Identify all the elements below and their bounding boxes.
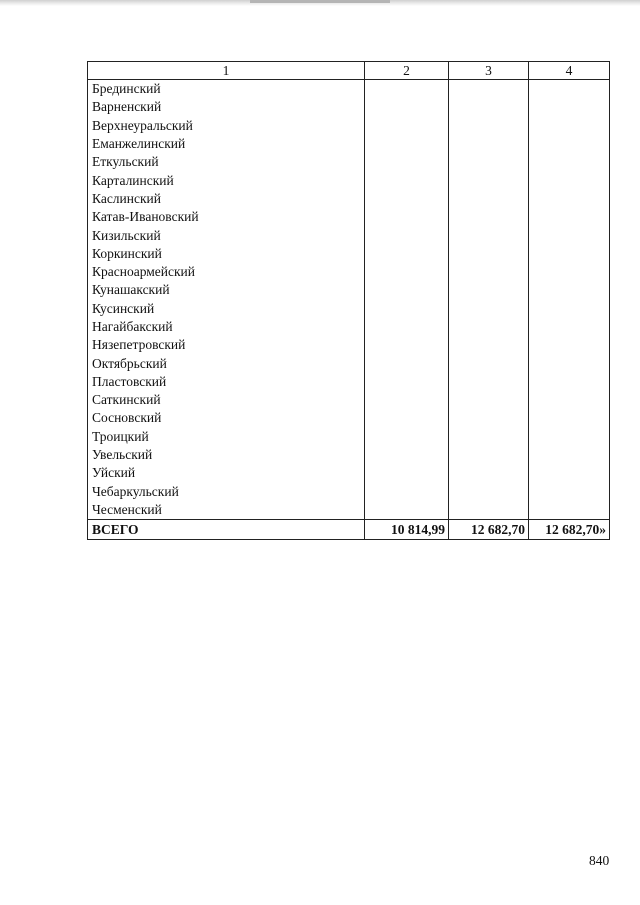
value-cell-col-3 <box>449 281 529 299</box>
district-name: Сосновский <box>88 409 365 427</box>
page-number: 840 <box>589 853 610 868</box>
value-cell-col-2 <box>365 373 449 391</box>
value-cell-col-2 <box>365 208 449 226</box>
value-cell-col-2 <box>365 354 449 372</box>
table-row <box>88 190 610 208</box>
table-row <box>88 80 610 99</box>
value-cell-col-2 <box>365 190 449 208</box>
value-cell-col-3 <box>449 483 529 501</box>
total-col-2: 10 814,99 <box>365 520 449 540</box>
value-cell-col-4 <box>529 446 610 464</box>
value-cell-col-2 <box>365 446 449 464</box>
total-col-4: 12 682,70» <box>529 520 610 540</box>
value-cell-col-2 <box>365 391 449 409</box>
table-row <box>88 464 610 482</box>
table-row <box>88 98 610 116</box>
value-cell-col-4 <box>529 428 610 446</box>
table-row <box>88 153 610 171</box>
value-cell-col-3 <box>449 245 529 263</box>
value-cell-col-2 <box>365 245 449 263</box>
table-row <box>88 318 610 336</box>
table-row <box>88 135 610 153</box>
district-name: Кунашакский <box>88 281 365 299</box>
value-cell-col-4 <box>529 300 610 318</box>
value-cell-col-3 <box>449 190 529 208</box>
table-row <box>88 409 610 427</box>
district-name: Октябрьский <box>88 354 365 372</box>
district-name: Еткульский <box>88 153 365 171</box>
value-cell-col-3 <box>449 171 529 189</box>
value-cell-col-3 <box>449 117 529 135</box>
value-cell-col-4 <box>529 281 610 299</box>
value-cell-col-2 <box>365 171 449 189</box>
value-cell-col-2 <box>365 483 449 501</box>
district-name: Пластовский <box>88 373 365 391</box>
value-cell-col-4 <box>529 208 610 226</box>
value-cell-col-3 <box>449 98 529 116</box>
table-row <box>88 263 610 281</box>
district-name: Катав-Ивановский <box>88 208 365 226</box>
value-cell-col-4 <box>529 409 610 427</box>
value-cell-col-4 <box>529 245 610 263</box>
table-row <box>88 373 610 391</box>
value-cell-col-4 <box>529 117 610 135</box>
district-name: Увельский <box>88 446 365 464</box>
district-name: Карталинский <box>88 171 365 189</box>
table-row <box>88 171 610 189</box>
value-cell-col-3 <box>449 373 529 391</box>
district-name: Каслинский <box>88 190 365 208</box>
district-name: Уйский <box>88 464 365 482</box>
table-row <box>88 226 610 244</box>
district-name: Брединский <box>88 80 365 99</box>
value-cell-col-2 <box>365 263 449 281</box>
district-name: Красноармейский <box>88 263 365 281</box>
value-cell-col-3 <box>449 428 529 446</box>
value-cell-col-3 <box>449 300 529 318</box>
value-cell-col-4 <box>529 318 610 336</box>
value-cell-col-4 <box>529 336 610 354</box>
value-cell-col-2 <box>365 409 449 427</box>
value-cell-col-4 <box>529 391 610 409</box>
table-row <box>88 446 610 464</box>
value-cell-col-3 <box>449 153 529 171</box>
district-name: Еманжелинский <box>88 135 365 153</box>
value-cell-col-3 <box>449 208 529 226</box>
district-name: Нязепетровский <box>88 336 365 354</box>
header-col-4: 4 <box>529 62 610 80</box>
value-cell-col-2 <box>365 464 449 482</box>
value-cell-col-4 <box>529 263 610 281</box>
value-cell-col-4 <box>529 373 610 391</box>
value-cell-col-2 <box>365 226 449 244</box>
table-row <box>88 483 610 501</box>
district-name: Троицкий <box>88 428 365 446</box>
table-row <box>88 300 610 318</box>
table-row <box>88 208 610 226</box>
total-row <box>88 520 610 540</box>
scan-edge-shadow <box>0 0 640 6</box>
district-name: Кусинский <box>88 300 365 318</box>
value-cell-col-4 <box>529 98 610 116</box>
table-row <box>88 428 610 446</box>
district-name: Чесменский <box>88 501 365 520</box>
value-cell-col-2 <box>365 80 449 99</box>
value-cell-col-3 <box>449 409 529 427</box>
district-table <box>87 61 610 540</box>
table-row <box>88 391 610 409</box>
district-name: Саткинский <box>88 391 365 409</box>
table-row <box>88 501 610 520</box>
district-name: Верхнеуральский <box>88 117 365 135</box>
scan-edge-dark-band <box>250 0 390 3</box>
value-cell-col-4 <box>529 80 610 99</box>
value-cell-col-2 <box>365 153 449 171</box>
table-header-row <box>88 62 610 80</box>
district-name: Варненский <box>88 98 365 116</box>
total-label: ВСЕГО <box>88 520 365 540</box>
value-cell-col-3 <box>449 336 529 354</box>
value-cell-col-4 <box>529 171 610 189</box>
value-cell-col-2 <box>365 336 449 354</box>
value-cell-col-4 <box>529 135 610 153</box>
header-col-2: 2 <box>365 62 449 80</box>
table-row <box>88 336 610 354</box>
value-cell-col-4 <box>529 483 610 501</box>
district-name: Кизильский <box>88 226 365 244</box>
value-cell-col-2 <box>365 117 449 135</box>
value-cell-col-4 <box>529 226 610 244</box>
value-cell-col-2 <box>365 318 449 336</box>
value-cell-col-4 <box>529 464 610 482</box>
value-cell-col-3 <box>449 354 529 372</box>
value-cell-col-2 <box>365 501 449 520</box>
value-cell-col-3 <box>449 501 529 520</box>
total-col-3: 12 682,70 <box>449 520 529 540</box>
district-name: Чебаркульский <box>88 483 365 501</box>
table-row <box>88 354 610 372</box>
header-col-1: 1 <box>88 62 365 80</box>
value-cell-col-2 <box>365 135 449 153</box>
district-name: Нагайбакский <box>88 318 365 336</box>
table-row <box>88 281 610 299</box>
value-cell-col-3 <box>449 226 529 244</box>
value-cell-col-2 <box>365 300 449 318</box>
table-row <box>88 245 610 263</box>
value-cell-col-3 <box>449 135 529 153</box>
value-cell-col-3 <box>449 391 529 409</box>
district-name: Коркинский <box>88 245 365 263</box>
value-cell-col-2 <box>365 428 449 446</box>
value-cell-col-4 <box>529 190 610 208</box>
value-cell-col-2 <box>365 281 449 299</box>
value-cell-col-4 <box>529 354 610 372</box>
value-cell-col-3 <box>449 263 529 281</box>
value-cell-col-3 <box>449 318 529 336</box>
value-cell-col-4 <box>529 153 610 171</box>
table-row <box>88 117 610 135</box>
value-cell-col-3 <box>449 80 529 99</box>
value-cell-col-3 <box>449 464 529 482</box>
header-col-3: 3 <box>449 62 529 80</box>
value-cell-col-2 <box>365 98 449 116</box>
value-cell-col-4 <box>529 501 610 520</box>
value-cell-col-3 <box>449 446 529 464</box>
